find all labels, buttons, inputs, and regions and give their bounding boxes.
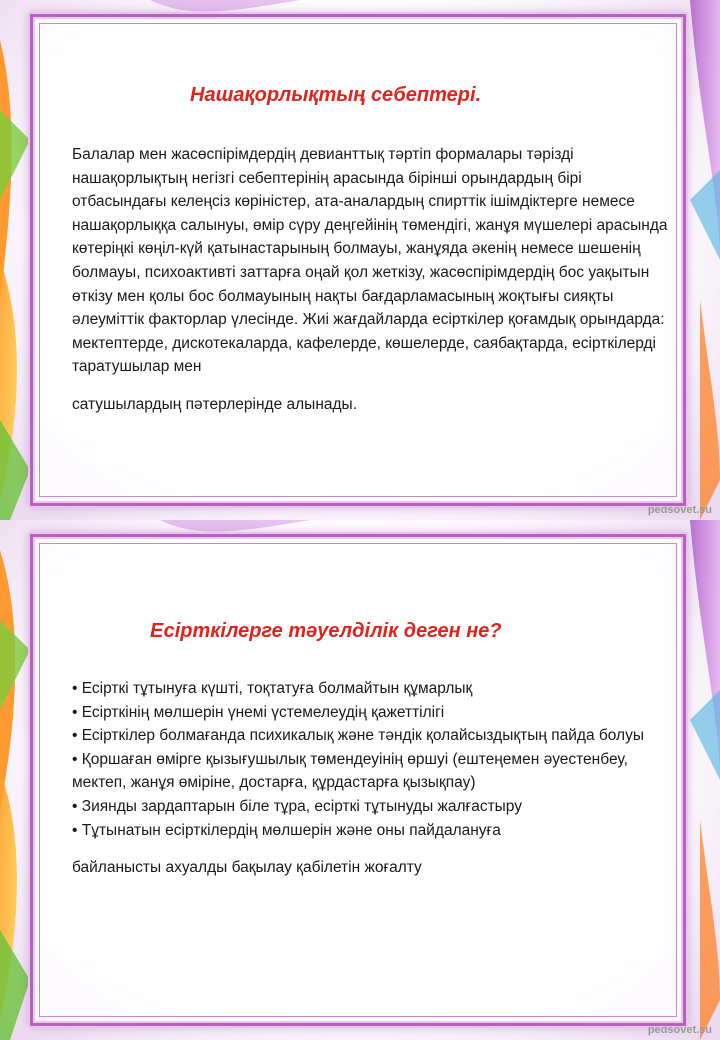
list-item: • Есірткі тұтынуға күшті, тоқтатуға болмайтын құмарлық xyxy=(72,680,473,697)
body-paragraph: Балалар мен жасөспірімдердің девианттық тәртіп формалары тәрізді нашақорлықтың негізгі себептерінің арасында бірінші орындардың бірі отбасындағы келеңсіз көріністер, ата-аналардың спирттік ішімдіктерге немесе нашақорлыққа салынуы, өмір сүру деңгейінің төмендігі, жанұя мүшелері арасында көтеріңкі көңіл-күй қатынастарының болмауы, жанұяда әкенің немесе шешенің болмауы, психоактивті заттарға оңай қол жеткізу, жасөспірімдердің бос уақытын өткізу мен қолы бос болмауының нақты бағдарламасының жоқтығы сияқты әлеуміттік факторлар үлесінде. Жиі жағдайларда есірткілер қоғамдық орындарда: мектептерде, дискотекаларда, кафелерде, көшелерде, саябақтарда, есірткілерді таратушылар мен xyxy=(72,146,668,376)
slide-body xyxy=(72,677,684,880)
bullet-list xyxy=(72,677,684,842)
list-item: • Қоршаған өмірге қызығушылық төмендеуінің өршуі (ештеңемен әуестенбеу, мектеп, жанұя өміріне, достарға, құрдастарға қызықпау) xyxy=(72,750,628,792)
list-item: • Тұтынатын есірткілердің мөлшерін және оны пайдалануға xyxy=(72,821,501,839)
body-last-line: байланысты ахуалды бақылау қабілетін жоғалту xyxy=(72,859,422,877)
slide-title: Нашақорлықтың себептері. xyxy=(190,84,482,106)
watermark: pedsovet.su xyxy=(647,504,712,516)
slide-body xyxy=(72,143,680,417)
list-item: • Есірткілер болмағанда психикалық және тәндік қолайсыздықтың пайда болуы xyxy=(72,727,644,745)
slide-title: Есірткілерге тәуелділік деген не? xyxy=(150,620,502,642)
list-item: • Есірткінің мөлшерін үнемі үстемелеудің қажеттілігі xyxy=(72,703,445,721)
watermark: pedsovet.su xyxy=(647,1024,712,1036)
list-item: • Зиянды зардаптарын біле тұра, есірткі тұтынуды жалғастыру xyxy=(72,797,523,815)
body-last-line: сатушылардың пәтерлерінде алынады. xyxy=(72,395,357,413)
slide-2 xyxy=(0,520,720,1040)
